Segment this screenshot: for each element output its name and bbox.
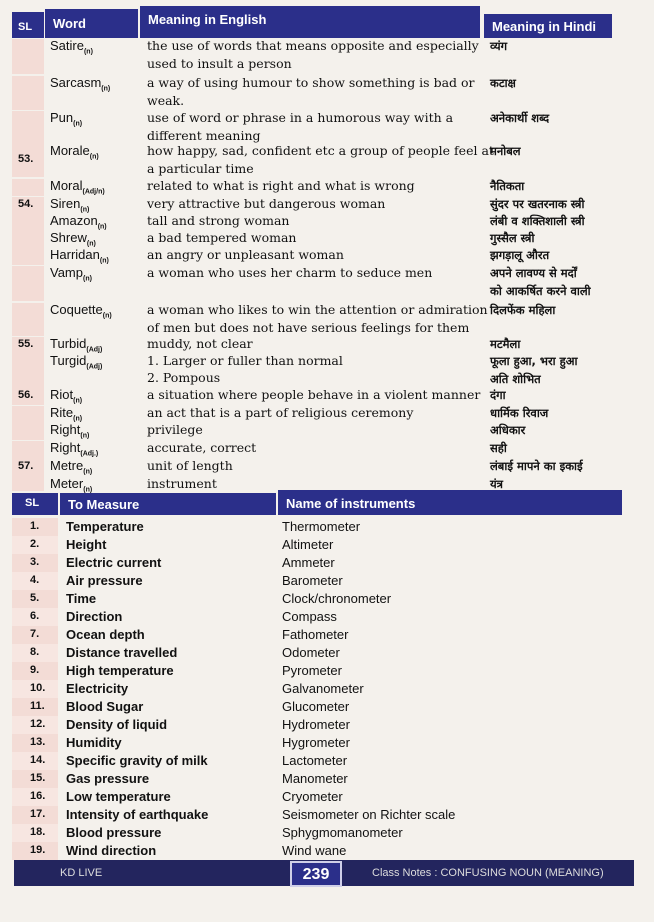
row-number: 17.: [30, 808, 46, 820]
instrument-name: Sphygmomanometer: [282, 825, 403, 840]
part-of-speech: (n): [80, 206, 90, 214]
meaning-hindi: लंबी व शक्तिशाली स्त्री: [490, 214, 585, 228]
page-number: 239: [290, 861, 342, 887]
meaning-english: how happy, sad, confident etc a group of people feel at: [147, 143, 494, 158]
word-term: Satire$_{(n)}$: [50, 38, 93, 56]
row-number: 18.: [30, 826, 46, 838]
part-of-speech: (Adj): [86, 346, 103, 354]
part-of-speech: (n): [102, 312, 112, 320]
part-of-speech: (n): [83, 486, 93, 494]
meaning-english: used to insult a person: [147, 56, 292, 71]
part-of-speech: (n): [73, 120, 83, 128]
sl-stripe: [12, 179, 44, 196]
instrument-name: Ammeter: [282, 555, 335, 570]
footer-brand: KD LIVE: [60, 867, 103, 879]
measure-item: Density of liquid: [66, 717, 168, 732]
word-term: Rite$_{(n)}$: [50, 405, 83, 423]
word-term: Right$_{(Adj.)}$: [50, 440, 99, 458]
sl-stripe: [12, 76, 44, 110]
part-of-speech: (n): [73, 397, 83, 405]
word-term: Siren$_{(n)}$: [50, 196, 90, 214]
measure-item: Blood Sugar: [66, 699, 144, 714]
measure-item: Blood pressure: [66, 825, 162, 840]
meaning-hindi: व्यंग: [490, 39, 508, 53]
word-term: Meter$_{(n)}$: [50, 476, 93, 494]
meaning-english: an angry or unpleasant woman: [147, 247, 344, 262]
measure-item: Low temperature: [66, 789, 171, 804]
row-number: 16.: [30, 790, 46, 802]
measure-item: Time: [66, 591, 97, 606]
meaning-english: accurate, correct: [147, 440, 257, 455]
sl-stripe: [12, 441, 44, 459]
meaning-hindi: मनोबल: [490, 144, 521, 158]
meaning-hindi: अनेकार्थी शब्द: [490, 111, 550, 125]
instrument-name: Cryometer: [282, 789, 343, 804]
sl-stripe: [12, 248, 44, 265]
row-number: 4.: [30, 574, 40, 586]
word-term: Turgid$_{(Adj)}$: [50, 353, 103, 371]
row-number: 15.: [30, 772, 46, 784]
word-term: Coquette$_{(n)}$: [50, 302, 112, 320]
instrument-name: Pyrometer: [282, 663, 342, 678]
meaning-hindi: यंत्र: [490, 477, 504, 491]
part-of-speech: (n): [73, 415, 83, 423]
row-number: 6.: [30, 610, 40, 622]
header-word: Word: [45, 9, 138, 38]
word-term: Sarcasm$_{(n)}$: [50, 75, 111, 93]
instrument-name: Seismometer on Richter scale: [282, 807, 456, 822]
meaning-hindi: अति शोभित: [490, 372, 541, 386]
meaning-english: unit of length: [147, 458, 233, 473]
measure-item: Specific gravity of milk: [66, 753, 208, 768]
row-number: 12.: [30, 718, 46, 730]
row-number: 13.: [30, 736, 46, 748]
row-number: 8.: [30, 646, 40, 658]
row-number: 2.: [30, 538, 40, 550]
row-number: 11.: [30, 700, 45, 712]
part-of-speech: (n): [83, 275, 92, 283]
meaning-hindi: लंबाई मापने का इकाई: [490, 459, 583, 473]
instrument-name: Odometer: [282, 645, 340, 660]
sl-stripe: [12, 111, 44, 146]
entry-number: 53.: [18, 153, 34, 165]
meaning-hindi: सही: [490, 441, 507, 455]
measure-item: Distance travelled: [66, 645, 178, 660]
meaning-english: related to what is right and what is wrong: [147, 178, 415, 193]
header-sl: SL: [12, 12, 44, 38]
part-of-speech: (Adj): [86, 363, 103, 371]
sl-stripe: [12, 39, 44, 74]
meaning-hindi: फूला हुआ, भरा हुआ: [490, 354, 578, 368]
part-of-speech: (n): [99, 257, 109, 265]
sl-stripe: [12, 477, 44, 491]
meaning-english: a bad tempered woman: [147, 230, 297, 245]
part-of-speech: (n): [101, 85, 111, 93]
meaning-english: different meaning: [147, 128, 261, 143]
row-number: 3.: [30, 556, 40, 568]
meaning-english: the use of words that means opposite and especially: [147, 38, 479, 53]
part-of-speech: (n): [97, 223, 107, 231]
word-term: Moral$_{(Adj/n)}$: [50, 178, 105, 196]
measure-item: Gas pressure: [66, 771, 150, 786]
instrument-name: Fathometer: [282, 627, 349, 642]
meaning-hindi: को आकर्षित करने वाली: [490, 284, 591, 298]
meaning-english: a woman who likes to win the attention or admiration: [147, 302, 488, 317]
meaning-english: a woman who uses her charm to seduce men: [147, 265, 433, 280]
footer-section: Class Notes : CONFUSING NOUN (MEANING): [372, 867, 604, 879]
instrument-name: Glucometer: [282, 699, 350, 714]
part-of-speech: (Adj.): [80, 450, 99, 458]
meaning-english: muddy, not clear: [147, 336, 253, 351]
word-term: Amazon$_{(n)}$: [50, 213, 107, 231]
meaning-hindi: दिलफेंक महिला: [490, 303, 556, 317]
word-term: Metre$_{(n)}$: [50, 458, 93, 476]
row-number: 5.: [30, 592, 40, 604]
row-number: 9.: [30, 664, 40, 676]
measure-item: Humidity: [66, 735, 122, 750]
instrument-name: Barometer: [282, 573, 343, 588]
instrument-name: Manometer: [282, 771, 348, 786]
measure-item: Direction: [66, 609, 123, 624]
meaning-english: an act that is a part of religious ceremony: [147, 405, 414, 420]
meaning-hindi: दंगा: [490, 388, 506, 402]
sl-stripe: [12, 406, 44, 423]
meaning-hindi: नैतिकता: [490, 179, 525, 193]
measure-item: High temperature: [66, 663, 174, 678]
row-number: 1.: [30, 520, 40, 532]
instrument-name: Compass: [282, 609, 337, 624]
sl-stripe: [12, 303, 44, 336]
meaning-hindi: मटमैला: [490, 337, 521, 351]
sl-stripe: [12, 423, 44, 440]
instrument-name: Altimeter: [282, 537, 334, 552]
sl-stripe: [12, 231, 44, 248]
meaning-english: 1. Larger or fuller than normal: [147, 353, 343, 368]
meaning-hindi: गुस्सैल स्त्री: [490, 231, 535, 245]
measure-item: Height: [66, 537, 107, 552]
meaning-hindi: सुंदर पर खतरनाक स्त्री: [490, 197, 585, 211]
header-instruments: Name of instruments: [278, 490, 622, 515]
entry-number: 56.: [18, 389, 34, 401]
meaning-hindi: धार्मिक रिवाज: [490, 406, 549, 420]
part-of-speech: (n): [83, 468, 93, 476]
entry-number: 57.: [18, 460, 34, 472]
measure-item: Ocean depth: [66, 627, 145, 642]
header-sl-2: SL: [12, 493, 58, 515]
measure-item: Air pressure: [66, 573, 143, 588]
header-meaning-english: Meaning in English: [140, 6, 480, 38]
word-term: Harridan$_{(n)}$: [50, 247, 109, 265]
meaning-english: instrument: [147, 476, 217, 491]
word-term: Right$_{(n)}$: [50, 422, 90, 440]
meaning-english: a situation where people behave in a violent manner: [147, 387, 481, 402]
part-of-speech: (Adj/n): [82, 188, 105, 196]
part-of-speech: (n): [80, 432, 90, 440]
instrument-name: Galvanometer: [282, 681, 364, 696]
meaning-english: a particular time: [147, 161, 254, 176]
measure-item: Intensity of earthquake: [66, 807, 209, 822]
word-term: Turbid$_{(Adj)}$: [50, 336, 103, 354]
header-to-measure: To Measure: [60, 493, 276, 515]
meaning-english: 2. Pompous: [147, 370, 221, 385]
header-meaning-hindi: Meaning in Hindi: [484, 14, 612, 38]
sl-stripe: [12, 354, 44, 388]
measure-item: Electricity: [66, 681, 129, 696]
meaning-english: use of word or phrase in a humorous way with a: [147, 110, 454, 125]
meaning-hindi: कटाक्ष: [490, 76, 516, 90]
meaning-english: very attractive but dangerous woman: [147, 196, 386, 211]
word-term: Riot$_{(n)}$: [50, 387, 83, 405]
meaning-english: privilege: [147, 422, 203, 437]
row-number: 7.: [30, 628, 40, 640]
instrument-name: Clock/chronometer: [282, 591, 392, 606]
part-of-speech: (n): [89, 153, 99, 161]
word-term: Pun$_{(n)}$: [50, 110, 83, 128]
word-term: Vamp$_{(n)}$: [50, 265, 92, 283]
meaning-english: tall and strong woman: [147, 213, 290, 228]
row-number: 10.: [30, 682, 46, 694]
instrument-name: Hydrometer: [282, 717, 350, 732]
entry-number: 55.: [18, 338, 34, 350]
measure-item: Wind direction: [66, 843, 157, 858]
meaning-hindi: अपने लावण्य से मर्दों: [490, 266, 577, 280]
instrument-name: Wind wane: [282, 843, 347, 858]
sl-stripe: [12, 266, 44, 301]
instrument-name: Hygrometer: [282, 735, 350, 750]
word-term: Morale$_{(n)}$: [50, 143, 99, 161]
meaning-hindi: अधिकार: [490, 423, 526, 437]
row-number: 14.: [30, 754, 46, 766]
entry-number: 54.: [18, 198, 34, 210]
meaning-english: weak.: [147, 93, 185, 108]
row-number: 19.: [30, 844, 46, 856]
word-term: Shrew$_{(n)}$: [50, 230, 96, 248]
meaning-english: of men but does not have serious feelings for them: [147, 320, 470, 335]
part-of-speech: (n): [86, 240, 96, 248]
measure-item: Electric current: [66, 555, 162, 570]
sl-stripe: [12, 214, 44, 231]
instrument-name: Thermometer: [282, 519, 361, 534]
part-of-speech: (n): [83, 48, 93, 56]
meaning-hindi: झगड़ालू औरत: [490, 248, 550, 262]
measure-item: Temperature: [66, 519, 144, 534]
instrument-name: Lactometer: [282, 753, 348, 768]
meaning-english: a way of using humour to show something is bad or: [147, 75, 475, 90]
